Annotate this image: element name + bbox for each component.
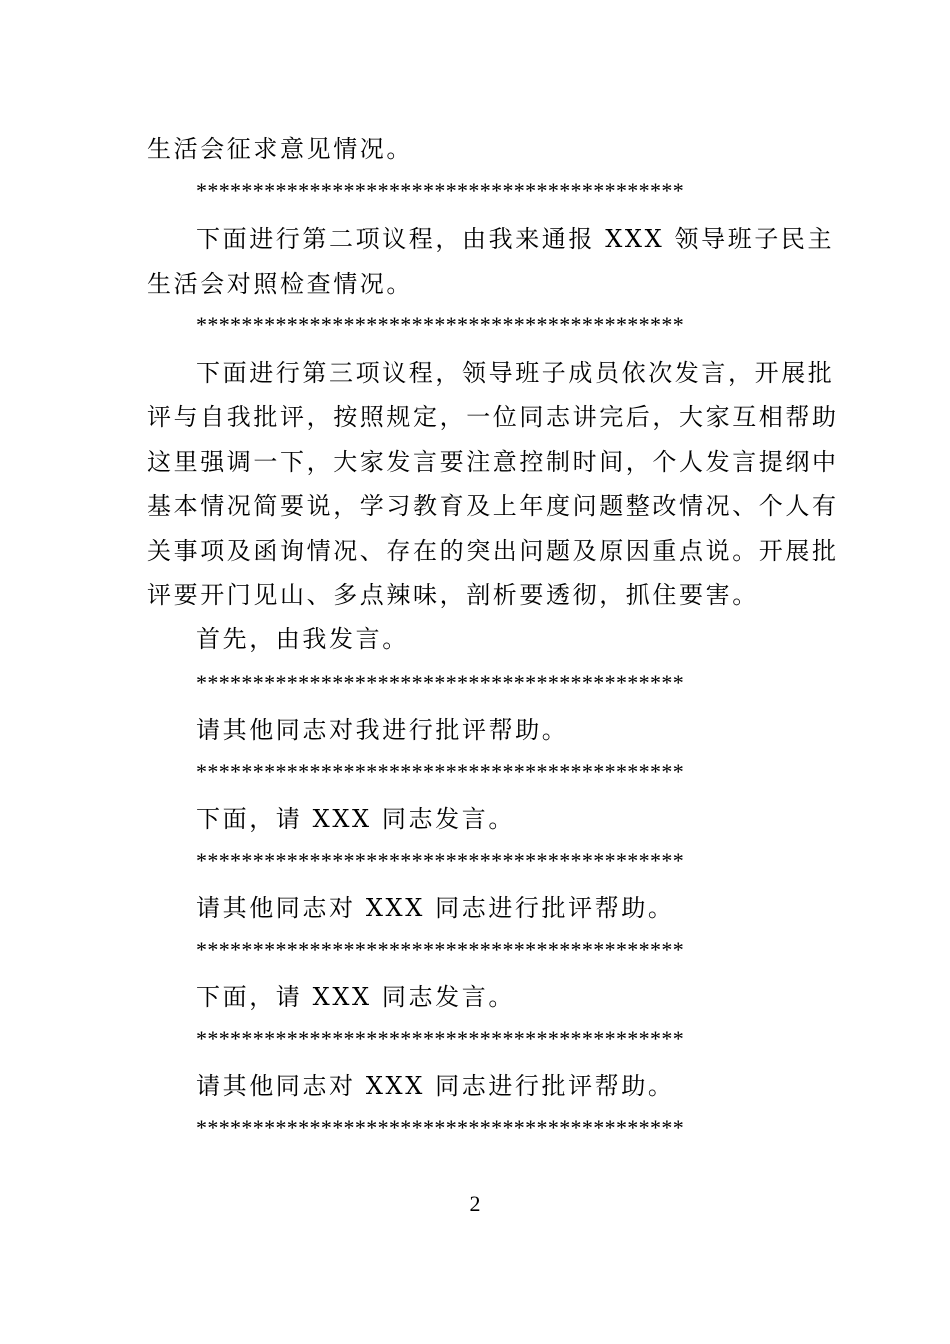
paragraph-line: 下面进行第二项议程，由我来通报 XXX 领导班子民主 [196, 225, 835, 253]
paragraph-line: 基本情况简要说，学习教育及上年度问题整改情况、个人有 [147, 492, 839, 520]
paragraph-line: 生活会征求意见情况。 [147, 135, 413, 163]
separator-line: ******************************************* [196, 178, 685, 203]
page-number: 2 [469, 1191, 481, 1216]
separator-line: ******************************************* [196, 312, 685, 337]
paragraph-line: 下面进行第三项议程，领导班子成员依次发言，开展批 [196, 359, 835, 387]
paragraph-line: 评与自我批评，按照规定，一位同志讲完后，大家互相帮助 [147, 403, 839, 431]
separator-line: ******************************************* [196, 848, 685, 873]
paragraph-line: 请其他同志对 XXX 同志进行批评帮助。 [196, 1072, 675, 1100]
paragraph-line: 下面，请 XXX 同志发言。 [196, 805, 515, 833]
separator-line: ******************************************* [196, 1026, 685, 1051]
paragraph-line: 生活会对照检查情况。 [147, 270, 413, 298]
separator-line: ******************************************* [196, 1115, 685, 1140]
separator-line: ******************************************* [196, 937, 685, 962]
paragraph-line: 评要开门见山、多点辣味，剖析要透彻，抓住要害。 [147, 581, 759, 609]
paragraph-line: 关事项及函询情况、存在的突出问题及原因重点说。开展批 [147, 537, 839, 565]
paragraph-line: 请其他同志对我进行批评帮助。 [196, 716, 569, 744]
paragraph-line: 下面，请 XXX 同志发言。 [196, 983, 515, 1011]
paragraph-line: 这里强调一下，大家发言要注意控制时间，个人发言提纲中 [147, 448, 839, 476]
paragraph-line: 请其他同志对 XXX 同志进行批评帮助。 [196, 894, 675, 922]
paragraph-line: 首先，由我发言。 [196, 625, 409, 653]
separator-line: ******************************************* [196, 670, 685, 695]
separator-line: ******************************************* [196, 759, 685, 784]
